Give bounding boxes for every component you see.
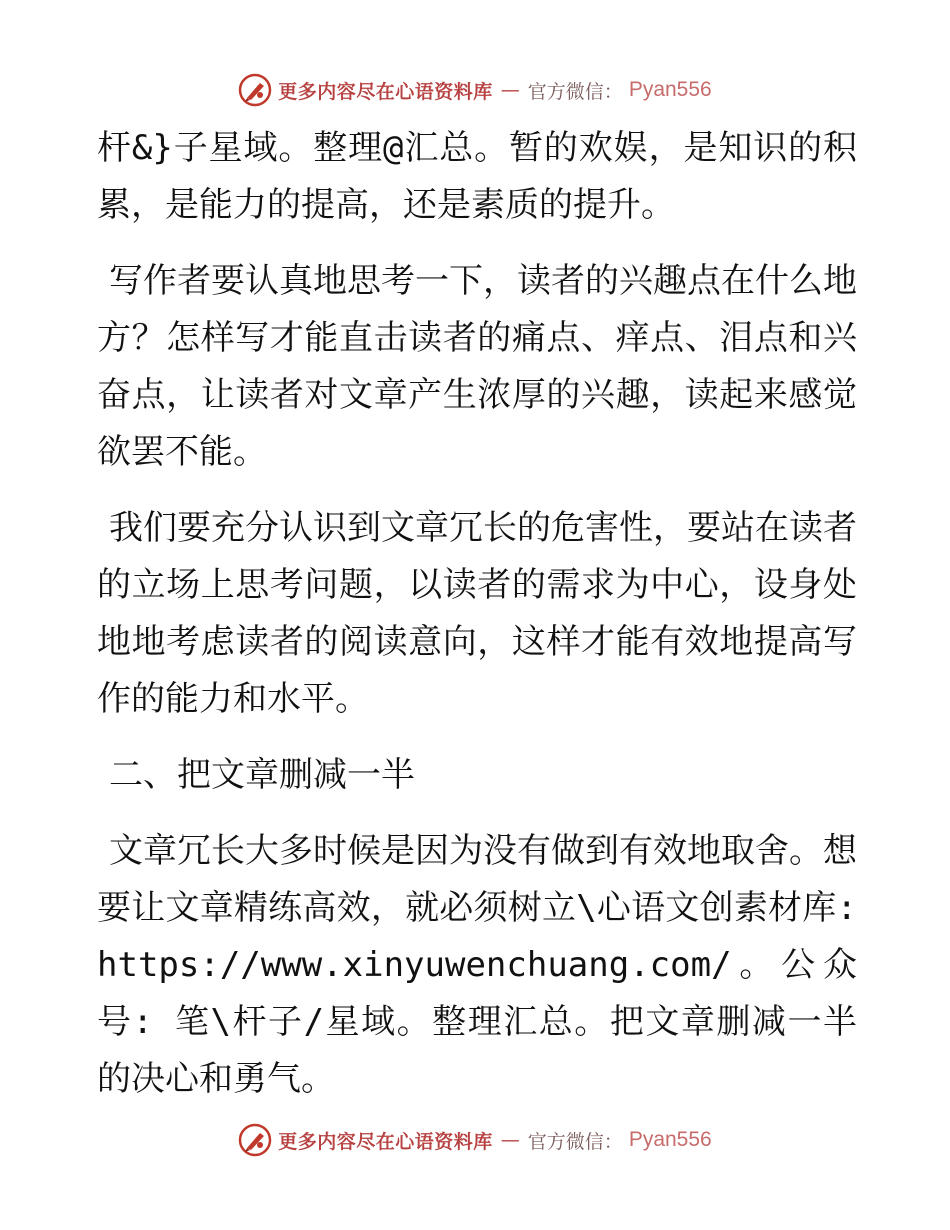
- header-banner-text: 更多内容尽在心语资料库: [278, 80, 493, 103]
- header-banner: [238, 73, 711, 107]
- header-banner-dash: —: [500, 79, 520, 101]
- pen-logo-icon: [238, 1123, 272, 1157]
- footer-wechat-id: Pyan556: [628, 1128, 712, 1151]
- paragraph-2: 写作者要认真地思考一下，读者的兴趣点在什么地方？怎样写才能直击读者的痛点、痒点、泪点和兴奋点，让读者对文章产生浓厚的兴趣，读起来感觉欲罢不能。: [97, 261, 857, 472]
- document-body: [97, 120, 857, 1127]
- section-heading: 二、把文章删减一半: [109, 755, 415, 795]
- header-wechat-id: Pyan556: [628, 78, 712, 101]
- paragraph-1: 杆&}子星域。整理@汇总。暂的欢娱，是知识的积累，是能力的提高，还是素质的提升。: [97, 128, 857, 225]
- page-header: [0, 70, 950, 110]
- footer-banner-dash: —: [500, 1129, 520, 1151]
- header-wechat-label: 官方微信：: [527, 80, 623, 103]
- paragraph-4: 文章冗长大多时候是因为没有做到有效地取舍。想要让文章精练高效，就必须树立\心语文创素材库: https://www.xinyuwenchuang.com/。公众号: 笔\杆子/星域。整理汇总。把文章删减一半的决心和勇气。: [97, 831, 857, 1099]
- footer-banner-text: 更多内容尽在心语资料库: [278, 1130, 493, 1153]
- footer-banner: [238, 1123, 711, 1157]
- footer-wechat-label: 官方微信：: [527, 1130, 623, 1153]
- pen-logo-icon: [238, 73, 272, 107]
- paragraph-3: 我们要充分认识到文章冗长的危害性，要站在读者的立场上思考问题，以读者的需求为中心，设身处地地考虑读者的阅读意向，这样才能有效地提高写作的能力和水平。: [97, 508, 857, 719]
- page-footer: [0, 1120, 950, 1160]
